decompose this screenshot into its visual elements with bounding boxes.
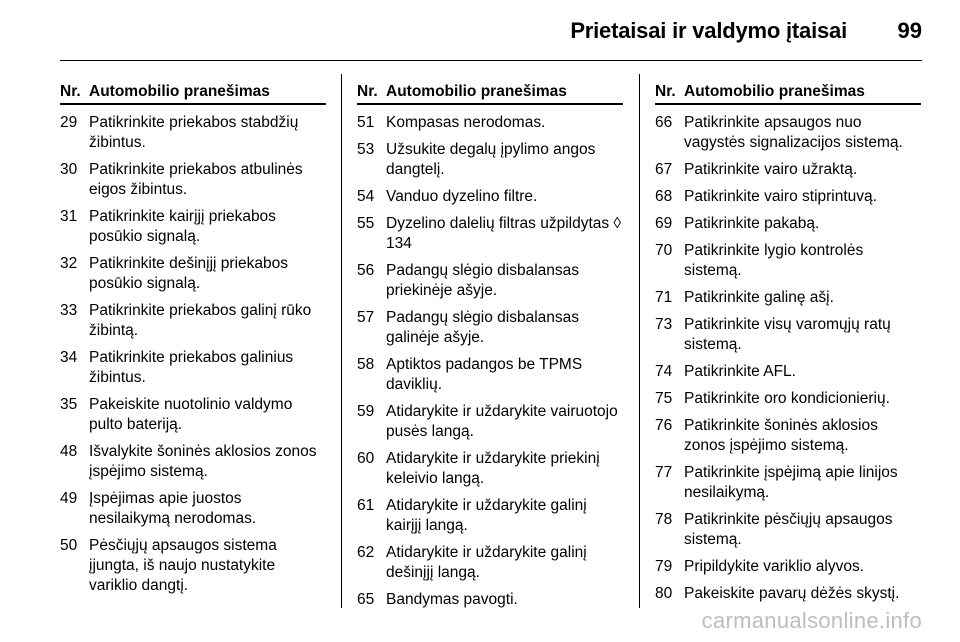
message-row — [655, 463, 921, 503]
message-text: Atidarykite ir uždarykite galinį dešinįjį langą. — [386, 544, 587, 581]
message-row — [357, 140, 623, 180]
message-text: Patikrinkite AFL. — [684, 363, 796, 380]
message-text: Patikrinkite priekabos galinius žibintus. — [89, 349, 294, 386]
column-header-rule — [655, 103, 921, 105]
message-row — [655, 214, 921, 234]
page-number: 99 — [897, 18, 922, 43]
message-number: 54 — [357, 188, 375, 205]
message-row — [357, 496, 623, 536]
message-text: Patikrinkite priekabos atbulinės eigos žibintus. — [89, 161, 303, 198]
message-row — [655, 557, 921, 577]
message-text: Atidarykite ir uždarykite galinį kairįjį langą. — [386, 497, 587, 534]
message-text: Pakeiskite pavarų dėžės skystį. — [684, 585, 900, 602]
message-row — [655, 315, 921, 355]
message-number: 65 — [357, 591, 375, 608]
message-row — [60, 395, 326, 435]
message-row — [655, 241, 921, 281]
message-number: 74 — [655, 363, 673, 380]
message-list — [60, 113, 326, 596]
message-number: 75 — [655, 390, 673, 407]
message-number: 66 — [655, 114, 673, 131]
message-column-1 — [60, 82, 326, 603]
message-text: Patikrinkite pakabą. — [684, 215, 820, 232]
page-title: Prietaisai ir valdymo įtaisai — [570, 18, 847, 43]
message-text: Patikrinkite šoninės aklosios zonos įspėjimo sistemą. — [684, 417, 878, 454]
message-number: 48 — [60, 443, 78, 460]
message-row — [357, 113, 623, 133]
message-text: Vanduo dyzelino filtre. — [386, 188, 538, 205]
message-text: Patikrinkite priekabos stabdžių žibintus. — [89, 114, 299, 151]
watermark: carmanualsonline.info — [701, 608, 922, 633]
message-row — [655, 362, 921, 382]
message-row — [60, 301, 326, 341]
message-row — [357, 590, 623, 610]
message-number: 31 — [60, 208, 78, 225]
message-row — [357, 261, 623, 301]
message-text: Patikrinkite kairįjį priekabos posūkio signalą. — [89, 208, 276, 245]
message-row — [60, 160, 326, 200]
message-number: 50 — [60, 537, 78, 554]
message-row — [357, 214, 623, 254]
message-row — [655, 416, 921, 456]
message-text: Aptiktos padangos be TPMS daviklių. — [386, 356, 583, 393]
column-header — [60, 82, 326, 101]
message-row — [60, 113, 326, 153]
message-text: Patikrinkite vairo stiprintuvą. — [684, 188, 877, 205]
message-text: Bandymas pavogti. — [386, 591, 518, 608]
message-number: 59 — [357, 403, 375, 420]
message-number: 78 — [655, 511, 673, 528]
column-divider — [341, 74, 342, 608]
message-number: 71 — [655, 289, 673, 306]
message-text: Patikrinkite pėsčiųjų apsaugos sistemą. — [684, 511, 893, 548]
message-row — [60, 254, 326, 294]
message-column-2 — [357, 82, 623, 617]
column-header-nr: Nr. — [357, 83, 378, 100]
message-text: Patikrinkite dešinįjį priekabos posūkio signalą. — [89, 255, 289, 292]
message-number: 53 — [357, 141, 375, 158]
message-row — [60, 489, 326, 529]
message-row — [655, 113, 921, 153]
message-number: 67 — [655, 161, 673, 178]
message-row — [60, 207, 326, 247]
message-text: Patikrinkite oro kondicionierių. — [684, 390, 890, 407]
message-number: 34 — [60, 349, 78, 366]
message-number: 49 — [60, 490, 78, 507]
message-number: 30 — [60, 161, 78, 178]
message-row — [357, 449, 623, 489]
message-text: Atidarykite ir uždarykite vairuotojo pusės langą. — [386, 403, 618, 440]
message-row — [60, 348, 326, 388]
message-number: 73 — [655, 316, 673, 333]
message-row — [655, 584, 921, 604]
message-text: Patikrinkite lygio kontrolės sistemą. — [684, 242, 864, 279]
message-text: Padangų slėgio disbalansas galinėje ašyje. — [386, 309, 580, 346]
message-row — [357, 308, 623, 348]
message-list — [655, 113, 921, 604]
message-text: Patikrinkite galinę ašį. — [684, 289, 834, 306]
message-text: Dyzelino dalelių filtras užpildytas ◊ 134 — [386, 215, 622, 252]
message-number: 76 — [655, 417, 673, 434]
message-row — [357, 543, 623, 583]
column-header-message: Automobilio pranešimas — [89, 83, 270, 100]
message-text: Patikrinkite visų varomųjų ratų sistemą. — [684, 316, 891, 353]
message-number: 79 — [655, 558, 673, 575]
message-number: 51 — [357, 114, 375, 131]
message-row — [60, 442, 326, 482]
message-number: 58 — [357, 356, 375, 373]
message-text: Patikrinkite priekabos galinį rūko žibintą. — [89, 302, 312, 339]
column-header — [655, 82, 921, 101]
message-number: 70 — [655, 242, 673, 259]
message-number: 56 — [357, 262, 375, 279]
message-number: 33 — [60, 302, 78, 319]
page-header — [60, 18, 922, 48]
message-text: Patikrinkite įspėjimą apie linijos nesilaikymą. — [684, 464, 898, 501]
message-number: 69 — [655, 215, 673, 232]
message-text: Išvalykite šoninės aklosios zonos įspėjimo sistemą. — [89, 443, 317, 480]
column-header-rule — [357, 103, 623, 105]
column-header-message: Automobilio pranešimas — [684, 83, 865, 100]
message-number: 55 — [357, 215, 375, 232]
message-row — [655, 389, 921, 409]
message-row — [357, 187, 623, 207]
message-text: Pėsčiųjų apsaugos sistema įjungta, iš naujo nustatykite variklio dangtį. — [89, 537, 277, 594]
column-header — [357, 82, 623, 101]
message-number: 68 — [655, 188, 673, 205]
message-row — [357, 355, 623, 395]
message-row — [655, 510, 921, 550]
message-number: 62 — [357, 544, 375, 561]
message-row — [655, 288, 921, 308]
message-row — [60, 536, 326, 596]
message-text: Užsukite degalų įpylimo angos dangtelį. — [386, 141, 596, 178]
message-number: 35 — [60, 396, 78, 413]
column-header-message: Automobilio pranešimas — [386, 83, 567, 100]
message-number: 29 — [60, 114, 78, 131]
message-text: Pakeiskite nuotolinio valdymo pulto bateriją. — [89, 396, 293, 433]
message-number: 80 — [655, 585, 673, 602]
message-row — [655, 187, 921, 207]
message-text: Kompasas nerodomas. — [386, 114, 546, 131]
column-divider — [639, 74, 640, 608]
column-header-nr: Nr. — [655, 83, 676, 100]
message-number: 77 — [655, 464, 673, 481]
message-row — [357, 402, 623, 442]
column-header-rule — [60, 103, 326, 105]
message-text: Patikrinkite vairo užraktą. — [684, 161, 858, 178]
message-text: Patikrinkite apsaugos nuo vagystės signalizacijos sistemą. — [684, 114, 903, 151]
message-number: 32 — [60, 255, 78, 272]
message-row — [655, 160, 921, 180]
column-header-nr: Nr. — [60, 83, 81, 100]
message-text: Atidarykite ir uždarykite priekinį keleivio langą. — [386, 450, 600, 487]
message-column-3 — [655, 82, 921, 611]
message-text: Pripildykite variklio alyvos. — [684, 558, 865, 575]
message-text: Įspėjimas apie juostos nesilaikymą nerodomas. — [89, 490, 257, 527]
message-text: Padangų slėgio disbalansas priekinėje ašyje. — [386, 262, 580, 299]
header-rule — [60, 60, 922, 61]
message-number: 57 — [357, 309, 375, 326]
message-number: 61 — [357, 497, 375, 514]
message-number: 60 — [357, 450, 375, 467]
message-list — [357, 113, 623, 610]
